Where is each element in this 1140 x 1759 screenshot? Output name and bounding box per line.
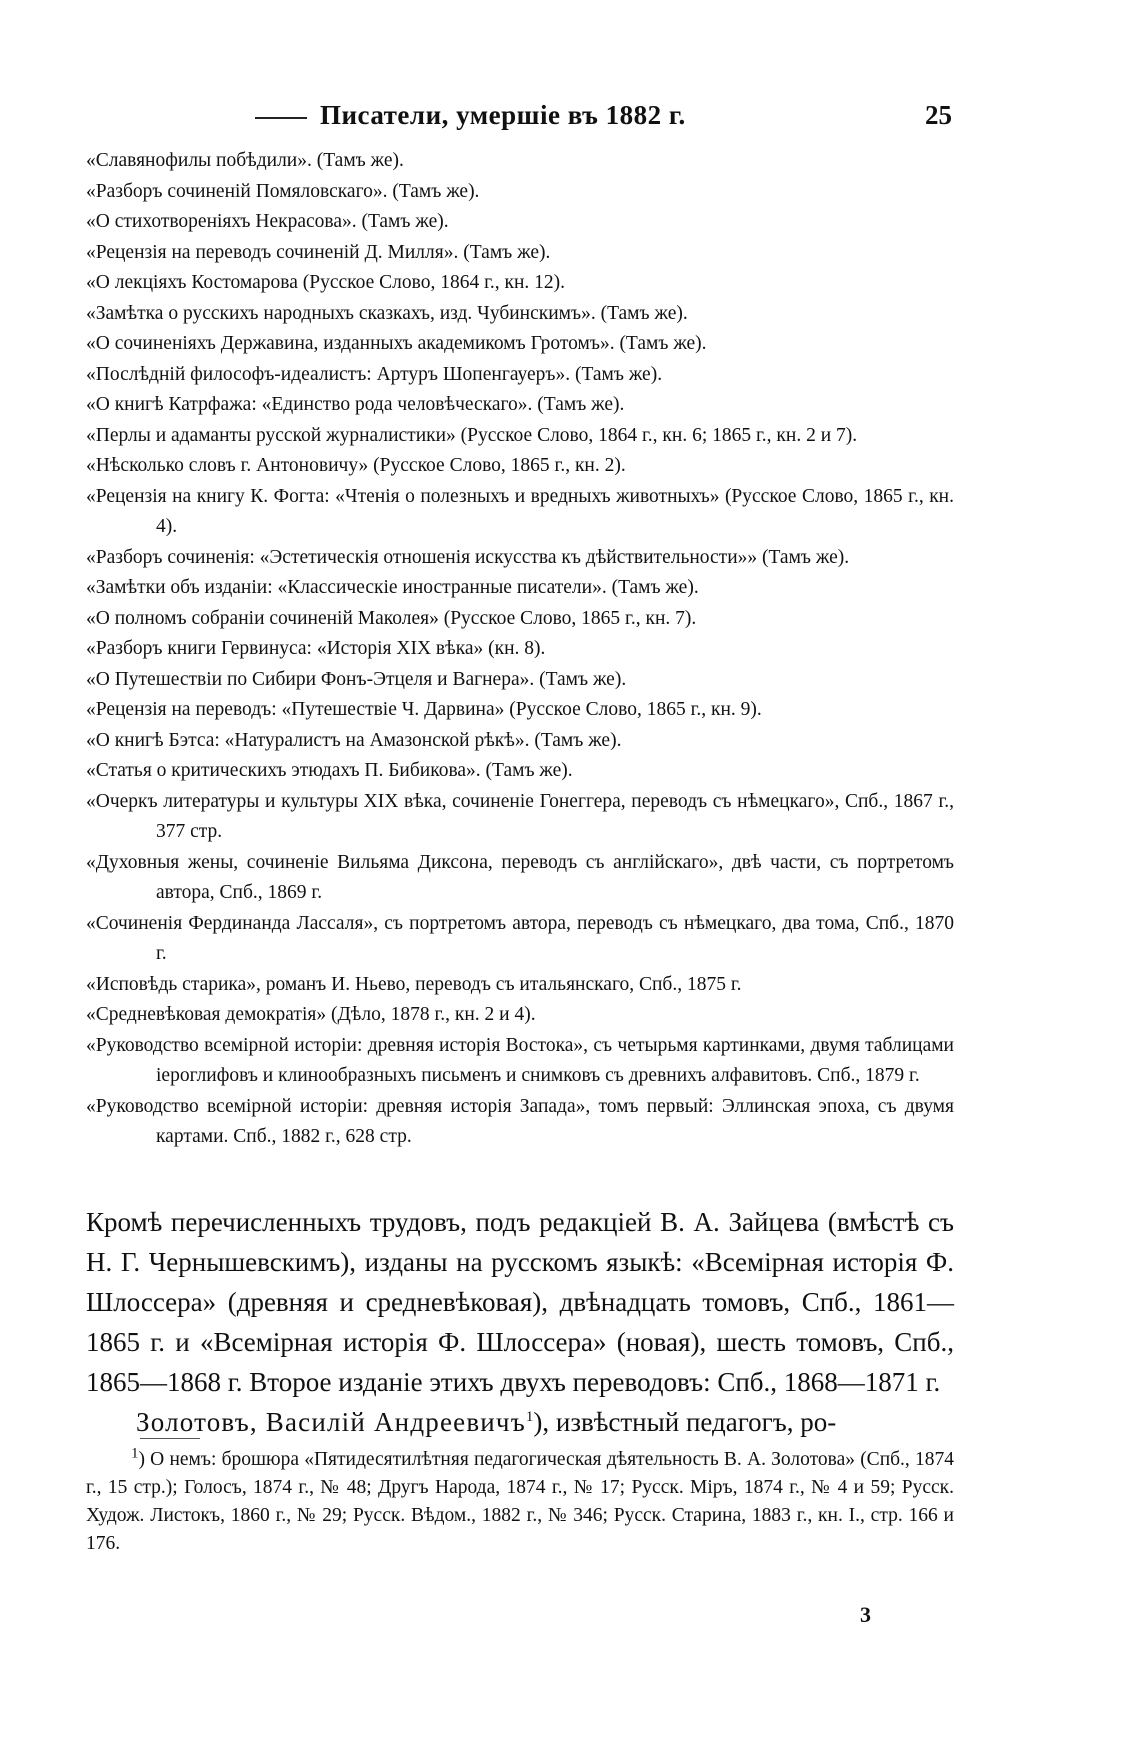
paragraph-continuation: ), извѣстный педагогъ, ро- bbox=[533, 1407, 837, 1437]
bibliography-entry: «Рецензія на переводъ: «Путешествіе Ч. Дарвина» (Русское Слово, 1865 г., кн. 9). bbox=[86, 699, 762, 720]
bibliography-entry: «Замѣтка о русскихъ народныхъ сказкахъ, изд. Чубинскимъ». (Тамъ же). bbox=[86, 302, 688, 324]
bibliography-entry: «Славянофилы побѣдили». (Тамъ же). bbox=[86, 150, 404, 171]
bibliography-entry: «Средневѣковая демократія» (Дѣло, 1878 г., кн. 2 и 4). bbox=[86, 1004, 536, 1025]
footnote bbox=[86, 1446, 954, 1558]
bibliography-entry: «Разборъ сочиненій Помяловскаго». (Тамъ же). bbox=[86, 180, 480, 202]
bibliography-entry: «О книгѣ Катрфажа: «Единство рода человѣческаго». (Тамъ же). bbox=[86, 394, 625, 415]
bibliography-entry: «О Путешествіи по Сибири Фонъ-Этцеля и Вагнера». (Тамъ же). bbox=[86, 668, 627, 690]
bibliography-entry: «О полномъ собраніи сочиненій Маколея» (Русское Слово, 1865 г., кн. 7). bbox=[86, 607, 697, 629]
footnote-rule bbox=[140, 1438, 200, 1439]
main-paragraph-2 bbox=[86, 1402, 954, 1442]
footnote-marker: 1 bbox=[131, 1445, 139, 1462]
signature-mark: 3 bbox=[860, 1602, 871, 1627]
main-paragraph-1: Кромѣ перечисленныхъ трудовъ, подъ редакціей В. А. Зайцева (вмѣстѣ съ Н. Г. Чернышевскимъ), изданы на русскомъ языкѣ: «Всемірная исторія Ф. Шлоссера» (древняя и средневѣковая), двѣнадцать томовъ, Спб., 1861—1865 г. и «Всемірная исторія Ф. Шлоссера» (новая), шесть томовъ, Спб., 1865—1868 г. Второе изданіе этихъ двухъ переводовъ: Спб., 1868—1871 г. bbox=[86, 1207, 954, 1397]
bibliography-entry: «Руководство всемірной исторіи: древняя исторія Востока», съ четырьмя картинками, двумя таблицами іероглифовъ и клинообразныхъ письменъ и снимковъ съ древнихъ алфавитовъ. Спб., 1879 г. bbox=[86, 1034, 954, 1086]
bibliography-entry: «Исповѣдь старика», романъ И. Ньево, переводъ съ итальянскаго, Спб., 1875 г. bbox=[86, 973, 742, 995]
bibliography-entry: «Духовныя жены, сочиненіе Вильяма Диксона, переводъ съ англійскаго», двѣ части, съ портретомъ автора, Спб., 1869 г. bbox=[86, 851, 954, 903]
main-text bbox=[86, 1202, 954, 1442]
bibliography-entry: «Рецензія на книгу К. Фогта: «Чтенія о полезныхъ и вредныхъ животныхъ» (Русское Слово, 1865 г., кн. 4). bbox=[86, 485, 954, 537]
bibliography-list bbox=[86, 146, 954, 1153]
person-name: Золотовъ, Василій Андреевичъ bbox=[136, 1407, 526, 1437]
bibliography-entry: «Разборъ сочиненія: «Эстетическія отношенія искусства къ дѣйствительности»» (Тамъ же). bbox=[86, 546, 850, 568]
bibliography-entry: «Сочиненія Фердинанда Лассаля», съ портретомъ автора, переводъ съ нѣмецкаго, два тома, Спб., 1870 г. bbox=[86, 912, 954, 964]
bibliography-entry: «Разборъ книги Гервинуса: «Исторія XIX вѣка» (кн. 8). bbox=[86, 638, 546, 659]
running-header bbox=[200, 100, 970, 134]
bibliography-entry: «Статья о критическихъ этюдахъ П. Бибикова». (Тамъ же). bbox=[86, 760, 573, 781]
bibliography-entry: «О лекціяхъ Костомарова (Русское Слово, 1864 г., кн. 12). bbox=[86, 272, 566, 293]
bibliography-entry: «Рецензія на переводъ сочиненій Д. Милля». (Тамъ же). bbox=[86, 241, 551, 263]
footnote-ref: 1 bbox=[525, 1409, 534, 1425]
footnote-text: ) О немъ: брошюра «Пятидесятилѣтняя педагогическая дѣятельность В. А. Золотова» (Спб., 1874 г., 15 стр.); Голосъ, 1874 г., № 48; Другъ Народа, 1874 г., № 17; Русск. Міръ, 1874 г., № 4 и 59; Русск. Худож. Листокъ, 1860 г., № 29; Русск. Вѣдом., 1882 г., № 346; Русск. Старина, 1883 г., кн. I., стр. 166 и 176. bbox=[86, 1449, 954, 1554]
bibliography-entry: «Руководство всемірной исторіи: древняя исторія Запада», томъ первый: Эллинская эпоха, съ двумя картами. Спб., 1882 г., 628 стр. bbox=[86, 1095, 954, 1147]
header-title: Писатели, умершіе въ 1882 г. bbox=[320, 100, 686, 130]
header-rule bbox=[255, 117, 307, 119]
bibliography-entry: «О книгѣ Бэтса: «Натуралистъ на Амазонской рѣкѣ». (Тамъ же). bbox=[86, 729, 622, 751]
bibliography-entry: «О сочиненіяхъ Державина, изданныхъ академикомъ Гротомъ». (Тамъ же). bbox=[86, 333, 707, 354]
bibliography-entry: «О стихотвореніяхъ Некрасова». (Тамъ же). bbox=[86, 211, 449, 232]
bibliography-entry: «Очеркъ литературы и культуры XIX вѣка, сочиненіе Гонеггера, переводъ съ нѣмецкаго», Спб., 1867 г., 377 стр. bbox=[86, 790, 954, 842]
page-number: 25 bbox=[925, 100, 952, 130]
bibliography-entry: «Нѣсколько словъ г. Антоновичу» (Русское Слово, 1865 г., кн. 2). bbox=[86, 455, 626, 476]
bibliography-entry: «Послѣдній философъ-идеалистъ: Артуръ Шопенгауеръ». (Тамъ же). bbox=[86, 363, 663, 385]
bibliography-entry: «Замѣтки объ изданіи: «Классическіе иностранные писатели». (Тамъ же). bbox=[86, 577, 699, 598]
bibliography-entry: «Перлы и адаманты русской журналистики» (Русское Слово, 1864 г., кн. 6; 1865 г., кн. 2 и 7). bbox=[86, 424, 858, 446]
